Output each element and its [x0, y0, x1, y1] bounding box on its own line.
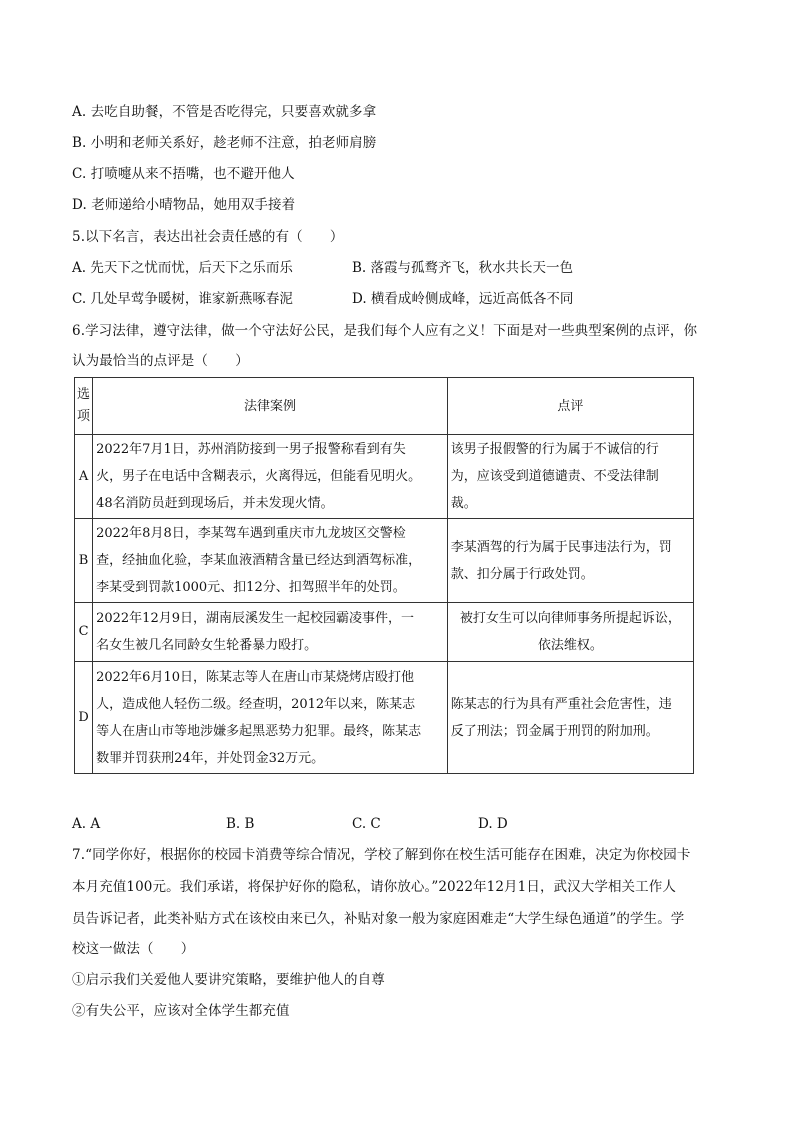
comment-cell: [447, 603, 693, 662]
table-row: [75, 662, 694, 774]
case-line: 火，男子在电话中含糊表示，火离得远，但能看见明火。: [96, 469, 422, 484]
comment-line: 裁。: [450, 496, 477, 511]
table-row: [75, 603, 694, 662]
q6-answer-d: D. D: [478, 816, 508, 832]
comment-cell: [447, 435, 693, 519]
case-cell: [93, 435, 448, 519]
case-line: 2022年12月9日，湖南辰溪发生一起校园霸凌事件，一: [96, 611, 414, 626]
table-row: [75, 519, 694, 603]
case-line: 人，造成他人轻伤二级。经查明，2012年以来，陈某志: [96, 696, 416, 712]
q7-stem-line1: 7.“同学你好，根据你的校园卡消费等综合情况，学校了解到你在校生活可能存在困难，决定为你校园卡: [72, 847, 691, 863]
q7-stem-line4: 校这一做法（ ）: [72, 941, 195, 957]
q7-item-1: ①启示我们关爱他人要讲究策略，要维护他人的自尊: [72, 972, 385, 988]
comment-cell: [447, 662, 693, 774]
case-line: 数罪并罚获刑24年，并处罚金32万元。: [96, 750, 325, 766]
case-cell: [93, 603, 448, 662]
q6-answer-b: B. B: [226, 816, 255, 832]
header-option: [75, 378, 93, 435]
q6-stem-line1: 6.学习法律，遵守法律，做一个守法好公民，是我们每个人应有之义！下面是对一些典型案例的点评，你: [72, 323, 698, 339]
case-cell: [93, 662, 448, 774]
case-line: 2022年7月1日，苏州消防接到一男子报警称看到有失: [96, 442, 406, 457]
q5-option-c: C. 几处早莺争暖树，谁家新燕啄春泥: [72, 291, 293, 307]
q5-stem: 5.以下名言，表达出社会责任感的有（ ）: [72, 229, 344, 245]
q4-option-a: A. 去吃自助餐，不管是否吃得完，只要喜欢就多拿: [72, 104, 377, 120]
comment-line: 为，应该受到道德谴责、不受法律制: [450, 469, 659, 484]
comment-line: 依法维权。: [537, 638, 603, 653]
table-header-row: [75, 378, 694, 435]
q5-option-d: D. 横看成岭侧成峰，远近高低各不同: [352, 291, 574, 307]
q6-answer-c: C. C: [352, 816, 381, 832]
law-case-table: [74, 377, 694, 774]
comment-line: 李某酒驾的行为属于民事违法行为，罚: [450, 539, 672, 555]
case-line: 等人在唐山市等地涉嫌多起黑恶势力犯罪。最终，陈某志: [96, 723, 422, 739]
case-line: 名女生被几名同龄女生轮番暴力殴打。: [96, 638, 318, 653]
header-case: 法律案例: [93, 378, 448, 435]
comment-line: 该男子报假警的行为属于不诚信的行: [450, 442, 659, 457]
row-letter: A: [75, 435, 93, 519]
case-line: 李某受到罚款1000元、扣12分、扣驾照半年的处罚。: [96, 580, 406, 595]
q7-item-2: ②有失公平，应该对全体学生都充值: [72, 1003, 290, 1019]
comment-line: 反了刑法；罚金属于刑罚的附加刑。: [450, 723, 659, 739]
q5-option-b: B. 落霞与孤鹜齐飞，秋水共长天一色: [352, 260, 574, 276]
q5-option-a: A. 先天下之忧而忧，后天下之乐而乐: [72, 260, 293, 276]
comment-line: 陈某志的行为具有严重社会危害性，违: [450, 696, 672, 712]
case-line: 查，经抽血化验，李某血液酒精含量已经达到酒驾标准，: [96, 553, 422, 568]
header-option-char1: 选: [77, 387, 91, 402]
q7-stem-line3: 员告诉记者，此类补贴方式在该校由来已久，补贴对象一般为家庭困难走“大学生绿色通道”的学生。学: [72, 911, 685, 927]
q4-option-d: D. 老师递给小晴物品，她用双手接着: [72, 197, 296, 213]
header-comment: 点评: [447, 378, 693, 435]
q6-answer-a: A. A: [72, 816, 101, 832]
comment-line: 款、扣分属于行政处罚。: [450, 566, 594, 582]
case-line: 2022年8月8日，李某驾车遇到重庆市九龙坡区交警检: [96, 526, 406, 541]
comment-cell: [447, 519, 693, 603]
row-letter: D: [75, 662, 93, 774]
q7-stem-line2: 本月充值100元。我们承诺，将保护好你的隐私，请你放心。”2022年12月1日，武汉大学相关工作人: [72, 879, 676, 895]
comment-line: 被打女生可以向律师事务所提起诉讼，: [459, 611, 681, 626]
q6-stem-line2: 认为最恰当的点评是（ ）: [72, 353, 249, 369]
header-option-char2: 项: [77, 409, 91, 424]
row-letter: C: [75, 603, 93, 662]
case-line: 48名消防员赶到现场后，并未发现火情。: [96, 496, 334, 511]
q4-option-b: B. 小明和老师关系好，趁老师不注意，拍老师肩膀: [72, 135, 377, 151]
case-cell: [93, 519, 448, 603]
q4-option-c: C. 打喷嚏从来不捂嘴，也不避开他人: [72, 166, 295, 182]
case-line: 2022年6月10日，陈某志等人在唐山市某烧烤店殴打他: [96, 669, 414, 685]
table-row: [75, 435, 694, 519]
row-letter: B: [75, 519, 93, 603]
